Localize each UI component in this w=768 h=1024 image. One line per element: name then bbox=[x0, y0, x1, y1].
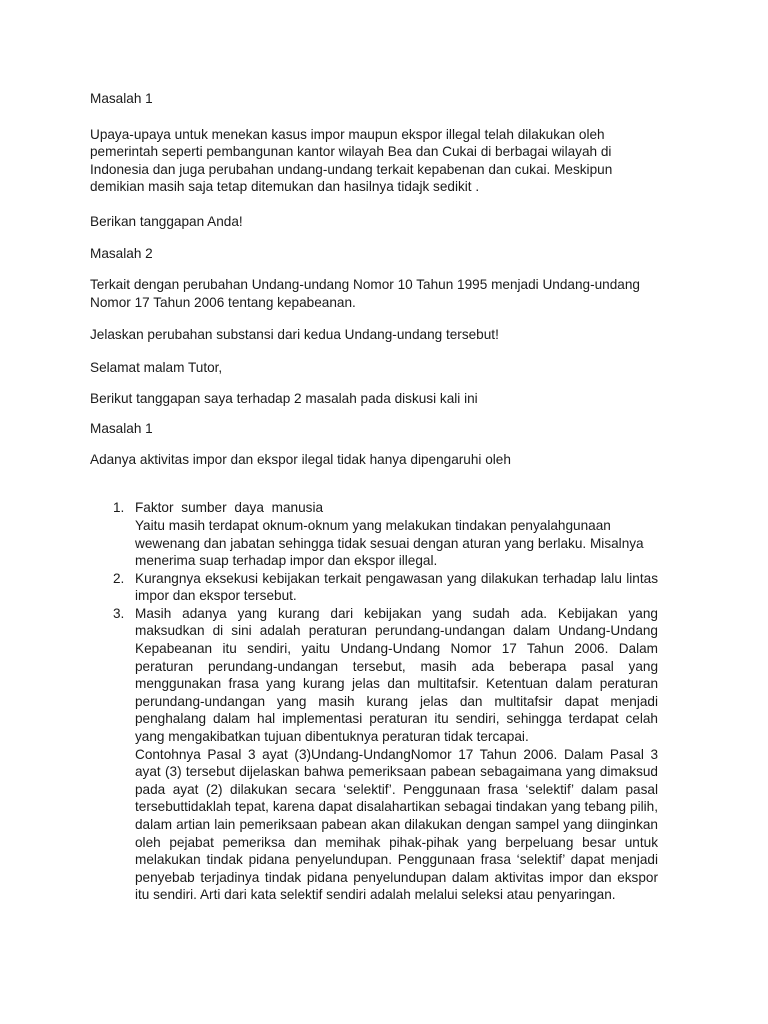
list-item-number: 1. bbox=[113, 500, 125, 516]
masalah1-text: Upaya-upaya untuk menekan kasus impor maupun ekspor illegal telah dilakukan oleh pemerintah seperti pembangunan kantor wilayah Bea dan Cukai di berbagai wilayah di Indonesia dan juga perubahan undang-undang terkait kepabenan dan cukai. Meskipun demikian masih saja tetap ditemukan dan hasilnya tidajk sedikit . bbox=[90, 126, 613, 195]
list-item bbox=[90, 499, 658, 569]
masalah1-question: Berikan tanggapan Anda! bbox=[90, 213, 243, 229]
document-body bbox=[90, 90, 658, 904]
list-item-body: Yaitu masih terdapat oknum-oknum yang melakukan tindakan penyalahgunaan wewenang dan jabatan sehingga tidak sesuai dengan aturan yang berlaku. Misalnya menerima suap terhadap impor dan ekspor illegal. bbox=[135, 517, 644, 569]
greeting: Selamat malam Tutor, bbox=[90, 359, 223, 375]
list-item-title: Faktor sumber daya manusia bbox=[135, 500, 324, 516]
list-item-title: Masih adanya yang kurang dari kebijakan yang sudah ada. Kebijakan yang maksudkan di sini adalah peraturan perundang-undangan dalam Undang-Undang Kepabeanan itu sendiri, yaitu Undang-Undang Nomor 17 Tahun 2006. Dalam peraturan perundang-undangan tersebut, masih ada beberapa pasal yang menggunakan frasa yang kurang jelas dan multitafsir. Ketentuan dalam peraturan perundang-undangan yang masih kurang jelas dan multitafsir dapat menjadi penghalang dalam hal implementasi peraturan itu sendiri, sehingga terdapat celah yang mengakibatkan tujuan dibentuknya peraturan tidak tercapai. bbox=[135, 605, 658, 745]
factor-list bbox=[90, 499, 658, 904]
answer-intro: Adanya aktivitas impor dan ekspor ilegal tidak hanya dipengaruhi oleh bbox=[90, 451, 511, 467]
list-item-number: 3. bbox=[113, 605, 125, 621]
list-item-number: 2. bbox=[113, 570, 125, 586]
list-item-title: Kurangnya eksekusi kebijakan terkait pengawasan yang dilakukan terhadap lalu lintas impor dan ekspor tersebut. bbox=[135, 570, 658, 604]
masalah1-heading: Masalah 1 bbox=[90, 91, 153, 106]
answer-heading: Masalah 1 bbox=[90, 421, 153, 437]
masalah2-heading: Masalah 2 bbox=[90, 245, 153, 261]
list-item-body: Contohnya Pasal 3 ayat (3)Undang-UndangNomor 17 Tahun 2006. Dalam Pasal 3 ayat (3) tersebut dijelaskan bahwa pemeriksaan pabean sebagaimana yang dimaksud pada ayat (2) dilakukan secara ‘selektif’. Penggunaan frasa ‘selektif’ dalam pasal tersebuttidaklah tepat, karena dapat disalahartikan sebagai tindakan yang tebang pilih, dalam artian lain pemeriksaan pabean akan dilakukan dengan sampel yang diinginkan oleh pejabat pemeriksa dan memihak pihak-pihak yang berpeluang besar untuk melakukan tindak pidana penyelundupan. Penggunaan frasa ‘selektif’ dapat menjadi penyebab terjadinya tindak pidana penyelundupan dalam aktivitas impor dan ekspor itu sendiri. Arti dari kata selektif sendiri adalah melalui seleksi atau penyaringan. bbox=[135, 746, 658, 903]
intro-text: Berikut tanggapan saya terhadap 2 masalah pada diskusi kali ini bbox=[90, 390, 478, 406]
list-item bbox=[90, 570, 658, 605]
masalah2-question: Jelaskan perubahan substansi dari kedua Undang-undang tersebut! bbox=[90, 327, 499, 343]
list-item bbox=[90, 605, 658, 904]
masalah2-text: Terkait dengan perubahan Undang-undang Nomor 10 Tahun 1995 menjadi Undang-undang Nomor 17 Tahun 2006 tentang kepabeanan. bbox=[90, 277, 640, 310]
